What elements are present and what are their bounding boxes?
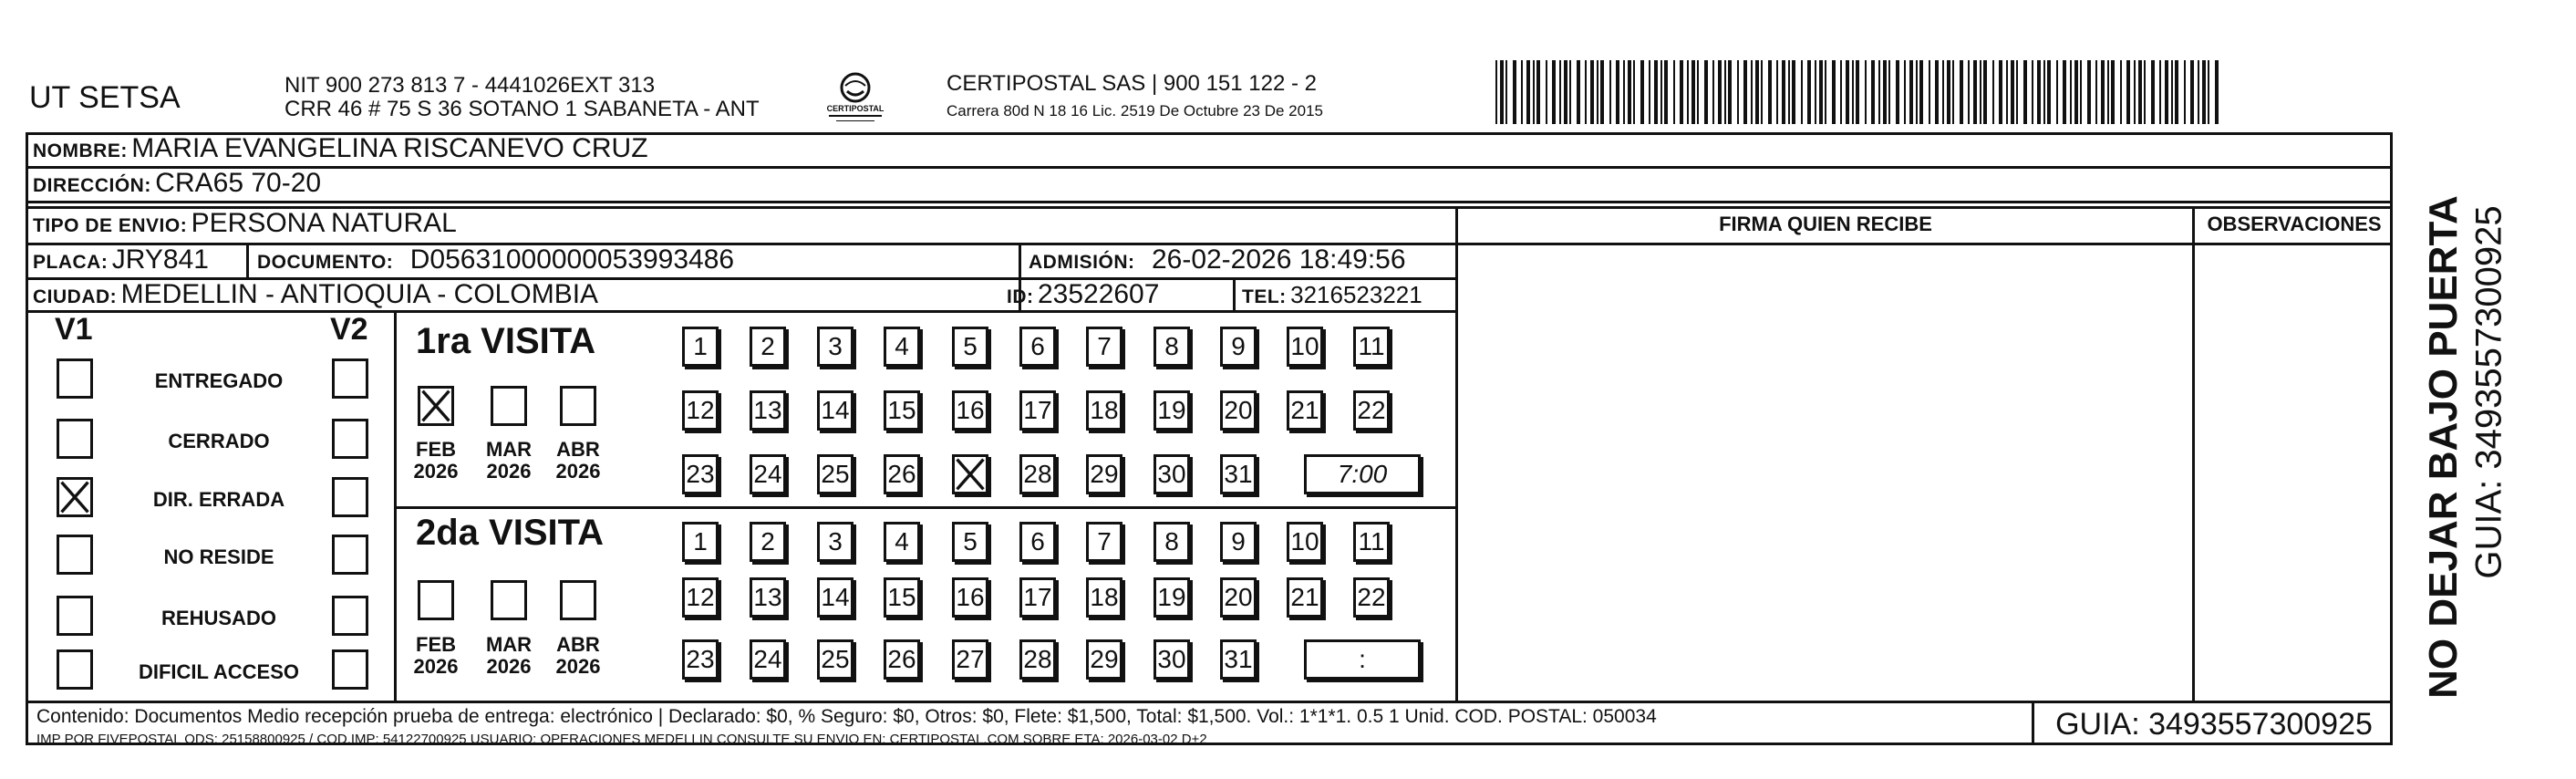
barcode-bar [2215,60,2219,124]
barcode-bar [2184,60,2186,124]
barcode-bar [1992,60,1994,124]
barcode-bar [1704,60,1708,124]
barcode-bar [2074,60,2078,124]
day-box[interactable]: 17 [1019,390,1056,431]
row-line [394,506,1457,509]
address-line: CRR 46 # 75 S 36 SOTANO 1 SABANETA - ANT [284,97,760,121]
barcode-bar [2063,60,2066,124]
ciudad-label: CIUDAD: [33,286,118,307]
barcode-bar [2138,60,2142,124]
day-box[interactable]: 6 [1019,327,1056,367]
id-value: 23522607 [1037,279,1160,309]
day-box[interactable]: 4 [884,522,920,562]
barcode-bar [2198,60,2199,124]
barcode-bar [1942,60,1944,124]
barcode-bar [1718,60,1722,124]
barcode-bar [1878,60,1880,124]
month-year: 2026 [413,460,459,483]
certipostal-logo [825,69,885,124]
day-box[interactable]: 30 [1154,639,1190,680]
barcode-bar [1728,60,1732,124]
barcode-bar [1724,60,1726,124]
documento-cell [257,244,734,275]
v1-checkbox[interactable] [57,535,93,575]
day-box[interactable]: 7 [1086,327,1122,367]
day-box[interactable]: 29 [1086,639,1122,680]
barcode-bar [1782,60,1785,124]
month-label [481,634,536,678]
barcode-bar [1687,60,1689,124]
barcode-bar [1819,60,1823,124]
day-box[interactable]: 9 [1220,327,1257,367]
day-box[interactable]: 14 [817,390,853,431]
documento-label: DOCUMENTO: [257,252,394,273]
day-box[interactable]: 3 [817,327,853,367]
nit-line: NIT 900 273 813 7 - 4441026EXT 313 [284,73,656,98]
month-name: FEB [416,633,456,656]
barcode-bar [1751,60,1753,124]
day-box[interactable]: 11 [1353,327,1390,367]
day-box[interactable]: 31 [1220,639,1257,680]
barcode-bar [1947,60,1950,124]
license-line: Carrera 80d N 18 16 Lic. 2519 De Octubre 23 De 2015 [947,102,1323,119]
col-line [394,310,397,702]
direccion-value: CRA65 70-20 [155,168,322,198]
barcode-bar [1536,60,1540,124]
footer-line-1: Contenido: Documentos Medio recepción prueba de entrega: electrónico | Declarado: $0, % Seguro: $0, Otros: $0, Flete: $1,500, Total: $1,500. Vol.: 1*1*1. 0.5 1 Unid. COD. POSTAL: 050034 [36,706,1657,727]
barcode-bar [1743,60,1747,124]
day-box[interactable] [952,454,988,494]
barcode-bar [1904,60,1906,124]
status-label: DIR. ERRADA [152,488,285,511]
tipo-label: TIPO DE ENVIO: [33,215,188,236]
day-box[interactable]: 1 [682,327,719,367]
barcode-bar [1697,60,1699,124]
col-line [246,243,249,279]
documento-value: D05631000000053993486 [409,244,735,275]
v2-label: V2 [330,312,368,347]
day-box[interactable]: 24 [750,639,786,680]
day-box[interactable]: 24 [750,454,786,494]
col-line [1455,206,1458,702]
day-box[interactable]: 18 [1086,390,1122,431]
barcode-bar [1495,60,1497,124]
barcode-bar [1871,60,1875,124]
v1-checkbox[interactable] [57,419,93,459]
status-label: CERRADO [168,430,270,452]
day-box[interactable]: 23 [682,639,719,680]
day-box[interactable]: 13 [750,577,786,618]
barcode-bar [1999,60,2002,124]
day-box[interactable]: 5 [952,327,988,367]
col-line [2032,701,2034,745]
barcode-bar [1609,60,1611,124]
day-box[interactable]: 10 [1287,327,1323,367]
time-box[interactable]: : [1304,639,1421,680]
barcode-bar [2080,60,2082,124]
day-box[interactable]: 8 [1154,327,1190,367]
day-box[interactable]: 26 [884,454,920,494]
company-name: UT SETSA [29,80,181,115]
barcode-bar [1883,60,1887,124]
day-box[interactable]: 5 [952,522,988,562]
barcode-bar [1513,60,1516,124]
admision-value: 26-02-2026 18:49:56 [1151,244,1406,275]
month-name: ABR [556,438,600,461]
barcode-bar [1616,60,1619,124]
barcode-bar [2070,60,2072,124]
status-label: DIFICIL ACCESO [138,660,299,683]
logo-text: CERTIPOSTAL [826,104,885,113]
barcode-bar [1973,60,1977,124]
ciudad-cell [33,279,598,310]
barcode-bar [2006,60,2008,124]
tel-label: TEL: [1242,286,1287,307]
day-box[interactable]: 20 [1220,577,1257,618]
visit2-title: 2da VISITA [416,513,604,553]
barcode-bar [1628,60,1631,124]
placa-value: JRY841 [111,244,209,275]
month-checkbox[interactable] [560,386,596,426]
visit1-title: 1ra VISITA [416,321,596,361]
barcode-bar [1856,60,1859,124]
barcode-bar [1600,60,1604,124]
day-box[interactable]: 8 [1154,522,1190,562]
admision-label: ADMISIÓN: [1029,252,1135,273]
direccion-row [33,168,321,199]
barcode-bar [2134,60,2136,124]
barcode-bar [2101,60,2105,124]
carrier-line: CERTIPOSTAL SAS | 900 151 122 - 2 [947,71,1317,96]
barcode-bar [2202,60,2206,124]
barcode-bar [2016,60,2018,124]
day-box[interactable]: 17 [1019,577,1056,618]
day-box[interactable]: 22 [1353,390,1390,431]
barcode-bar [1788,60,1790,124]
day-box[interactable]: 21 [1287,390,1323,431]
v1-checkbox[interactable] [57,649,93,690]
barcode-bar [1633,60,1635,124]
barcode-bar [2087,60,2091,124]
barcode-bar [1840,60,1842,124]
day-box[interactable]: 27 [952,639,988,680]
barcode-bar [1623,60,1625,124]
day-box[interactable]: 28 [1019,454,1056,494]
v1-checkbox[interactable] [57,477,93,517]
v1-checkbox[interactable] [57,596,93,636]
v1-label: V1 [55,312,93,347]
barcode-bar [1500,60,1504,124]
day-box[interactable]: 31 [1220,454,1257,494]
barcode-bar [1691,60,1695,124]
firma-header: FIRMA QUIEN RECIBE [1719,213,1932,235]
day-box[interactable]: 9 [1220,522,1257,562]
row-line [26,166,2393,169]
nombre-value: MARIA EVANGELINA RISCANEVO CRUZ [131,133,648,163]
barcode-bar [1649,60,1650,124]
barcode-bar [1526,60,1530,124]
month-year: 2026 [555,460,601,483]
barcode-bar [2043,60,2045,124]
v2-checkbox[interactable] [332,649,368,690]
day-box[interactable]: 12 [682,577,719,618]
status-label: REHUSADO [161,607,276,629]
month-label [551,439,605,483]
barcode-bar [1737,60,1739,124]
barcode-bar [2032,60,2033,124]
side-guia: GUIA: 3493557300925 [2468,205,2509,579]
barcode-bar [1654,60,1658,124]
barcode-bar [1929,60,1930,124]
barcode [1495,60,2225,124]
barcode-bar [1521,60,1523,124]
day-box[interactable]: 12 [682,390,719,431]
placa-cell [33,244,209,275]
barcode-bar [1980,60,1981,124]
tel-cell [1242,281,1422,309]
month-checkbox[interactable] [560,580,596,620]
barcode-bar [1590,60,1594,124]
day-box[interactable]: 6 [1019,522,1056,562]
barcode-bar [1815,60,1816,124]
barcode-bar [2107,60,2109,124]
barcode-bar [1552,60,1556,124]
barcode-bar [1968,60,1970,124]
v1-checkbox[interactable] [57,358,93,399]
barcode-bar [1640,60,1644,124]
barcode-bar [1564,60,1567,124]
barcode-bar [1919,60,1923,124]
barcode-bar [1952,60,1954,124]
day-box[interactable]: 19 [1154,390,1190,431]
month-year: 2026 [555,655,601,678]
footer-line-2: IMP POR FIVEPOSTAL ODS: 25158800925 / COD.IMP: 54122700925 USUARIO: OPERACIONES MEDELLIN CONSULTE SU ENVIO EN: CERTIPOSTAL.COM SOBRE ETA: 2026-03-02 D+2 [36,732,1207,747]
day-box[interactable]: 23 [682,454,719,494]
barcode-bar [1983,60,1987,124]
barcode-bar [2056,60,2058,124]
barcode-bar [1825,60,1826,124]
barcode-bar [1807,60,1811,124]
barcode-bar [1761,60,1763,124]
day-box[interactable]: 26 [884,639,920,680]
footer-guia: GUIA: 3493557300925 [2055,707,2373,742]
barcode-bar [1792,60,1795,124]
v2-checkbox[interactable] [332,596,368,636]
month-name: MAR [485,438,533,461]
tipo-value: PERSONA NATURAL [191,208,457,238]
barcode-bar [1559,60,1561,124]
day-box[interactable]: 28 [1019,639,1056,680]
admision-cell [1029,244,1406,275]
v2-checkbox[interactable] [332,477,368,517]
month-checkbox[interactable] [491,580,527,620]
month-year: 2026 [413,655,459,678]
day-box[interactable]: 25 [817,454,853,494]
barcode-bar [1597,60,1598,124]
v2-checkbox[interactable] [332,419,368,459]
x-mark-icon [420,389,451,423]
footer-top-line [26,701,2393,703]
barcode-bar [1801,60,1803,124]
barcode-bar [1846,60,1849,124]
barcode-bar [1896,60,1899,124]
month-label [409,439,463,483]
month-checkbox[interactable] [418,580,454,620]
barcode-bar [2126,60,2130,124]
barcode-bar [1755,60,1759,124]
day-box[interactable]: 13 [750,390,786,431]
row-line [26,310,1457,313]
barcode-bar [1546,60,1547,124]
barcode-bar [2023,60,2027,124]
month-year: 2026 [486,460,532,483]
barcode-bar [1909,60,1913,124]
barcode-bar [1533,60,1535,124]
day-box[interactable]: 4 [884,327,920,367]
barcode-bar [2011,60,2014,124]
time-box[interactable]: 7:00 [1304,454,1421,494]
day-box[interactable]: 2 [750,327,786,367]
barcode-bar [2144,60,2146,124]
day-box[interactable]: 2 [750,522,786,562]
day-box[interactable]: 29 [1086,454,1122,494]
v2-checkbox[interactable] [332,358,368,399]
barcode-bar [1660,60,1662,124]
barcode-bar [1916,60,1918,124]
barcode-bar [1712,60,1714,124]
status-label: ENTREGADO [154,369,284,392]
barcode-bar [2151,60,2155,124]
day-box[interactable]: 21 [1287,577,1323,618]
day-box[interactable]: 16 [952,577,988,618]
day-box[interactable]: 1 [682,522,719,562]
day-box[interactable]: 3 [817,522,853,562]
barcode-bar [1852,60,1854,124]
barcode-bar [2095,60,2097,124]
day-box[interactable]: 14 [817,577,853,618]
observaciones-header: OBSERVACIONES [2207,213,2382,235]
col-line [1233,277,1236,310]
row-line [26,201,2393,203]
barcode-bar [1832,60,1836,124]
col-line [2192,206,2195,702]
month-name: ABR [556,633,600,656]
nombre-row [33,133,648,164]
day-box[interactable]: 7 [1086,522,1122,562]
barcode-bar [2190,60,2194,124]
tipo-row [33,208,457,239]
barcode-bar [2037,60,2041,124]
barcode-bar [1505,60,1507,124]
id-label: ID: [1007,286,1034,307]
placa-label: PLACA: [33,252,109,273]
x-mark-icon [955,457,986,492]
day-box[interactable]: 15 [884,390,920,431]
barcode-bar [2165,60,2168,124]
day-box[interactable]: 19 [1154,577,1190,618]
barcode-bar [1768,60,1772,124]
day-box[interactable]: 15 [884,577,920,618]
barcode-bar [2047,60,2051,124]
day-box[interactable]: 25 [817,639,853,680]
day-box[interactable]: 20 [1220,390,1257,431]
month-label [409,634,463,678]
month-name: MAR [485,633,533,656]
barcode-bar [1935,60,1939,124]
barcode-bar [2120,60,2122,124]
barcode-bar [1577,60,1580,124]
barcode-bar [2175,60,2178,124]
day-box[interactable]: 16 [952,390,988,431]
month-checkbox[interactable] [491,386,527,426]
barcode-bar [2159,60,2161,124]
day-box[interactable]: 10 [1287,522,1323,562]
v2-checkbox[interactable] [332,535,368,575]
barcode-bar [2208,60,2209,124]
barcode-bar [1960,60,1963,124]
day-box[interactable]: 30 [1154,454,1190,494]
month-checkbox[interactable] [418,386,454,426]
barcode-bar [1865,60,1867,124]
barcode-bar [1585,60,1587,124]
day-box[interactable]: 22 [1353,577,1390,618]
barcode-bar [1680,60,1683,124]
day-box[interactable]: 18 [1086,577,1122,618]
barcode-bar [1664,60,1668,124]
barcode-bar [2111,60,2115,124]
month-name: FEB [416,438,456,461]
month-label [481,439,536,483]
month-year: 2026 [486,655,532,678]
day-box[interactable]: 11 [1353,522,1390,562]
x-mark-icon [59,480,90,514]
tel-value: 3216523221 [1290,281,1422,308]
side-notice: NO DEJAR BAJO PUERTA [2421,195,2466,699]
barcode-bar [1673,60,1675,124]
month-label [551,634,605,678]
direccion-label: DIRECCIÓN: [33,175,151,196]
nombre-label: NOMBRE: [33,140,128,161]
barcode-bar [1569,60,1571,124]
status-label: NO RESIDE [163,545,274,568]
barcode-bar [1776,60,1778,124]
barcode-bar [1888,60,1890,124]
barcode-bar [2171,60,2173,124]
ciudad-value: MEDELLIN - ANTIOQUIA - COLOMBIA [120,279,599,309]
id-cell [1007,279,1159,310]
